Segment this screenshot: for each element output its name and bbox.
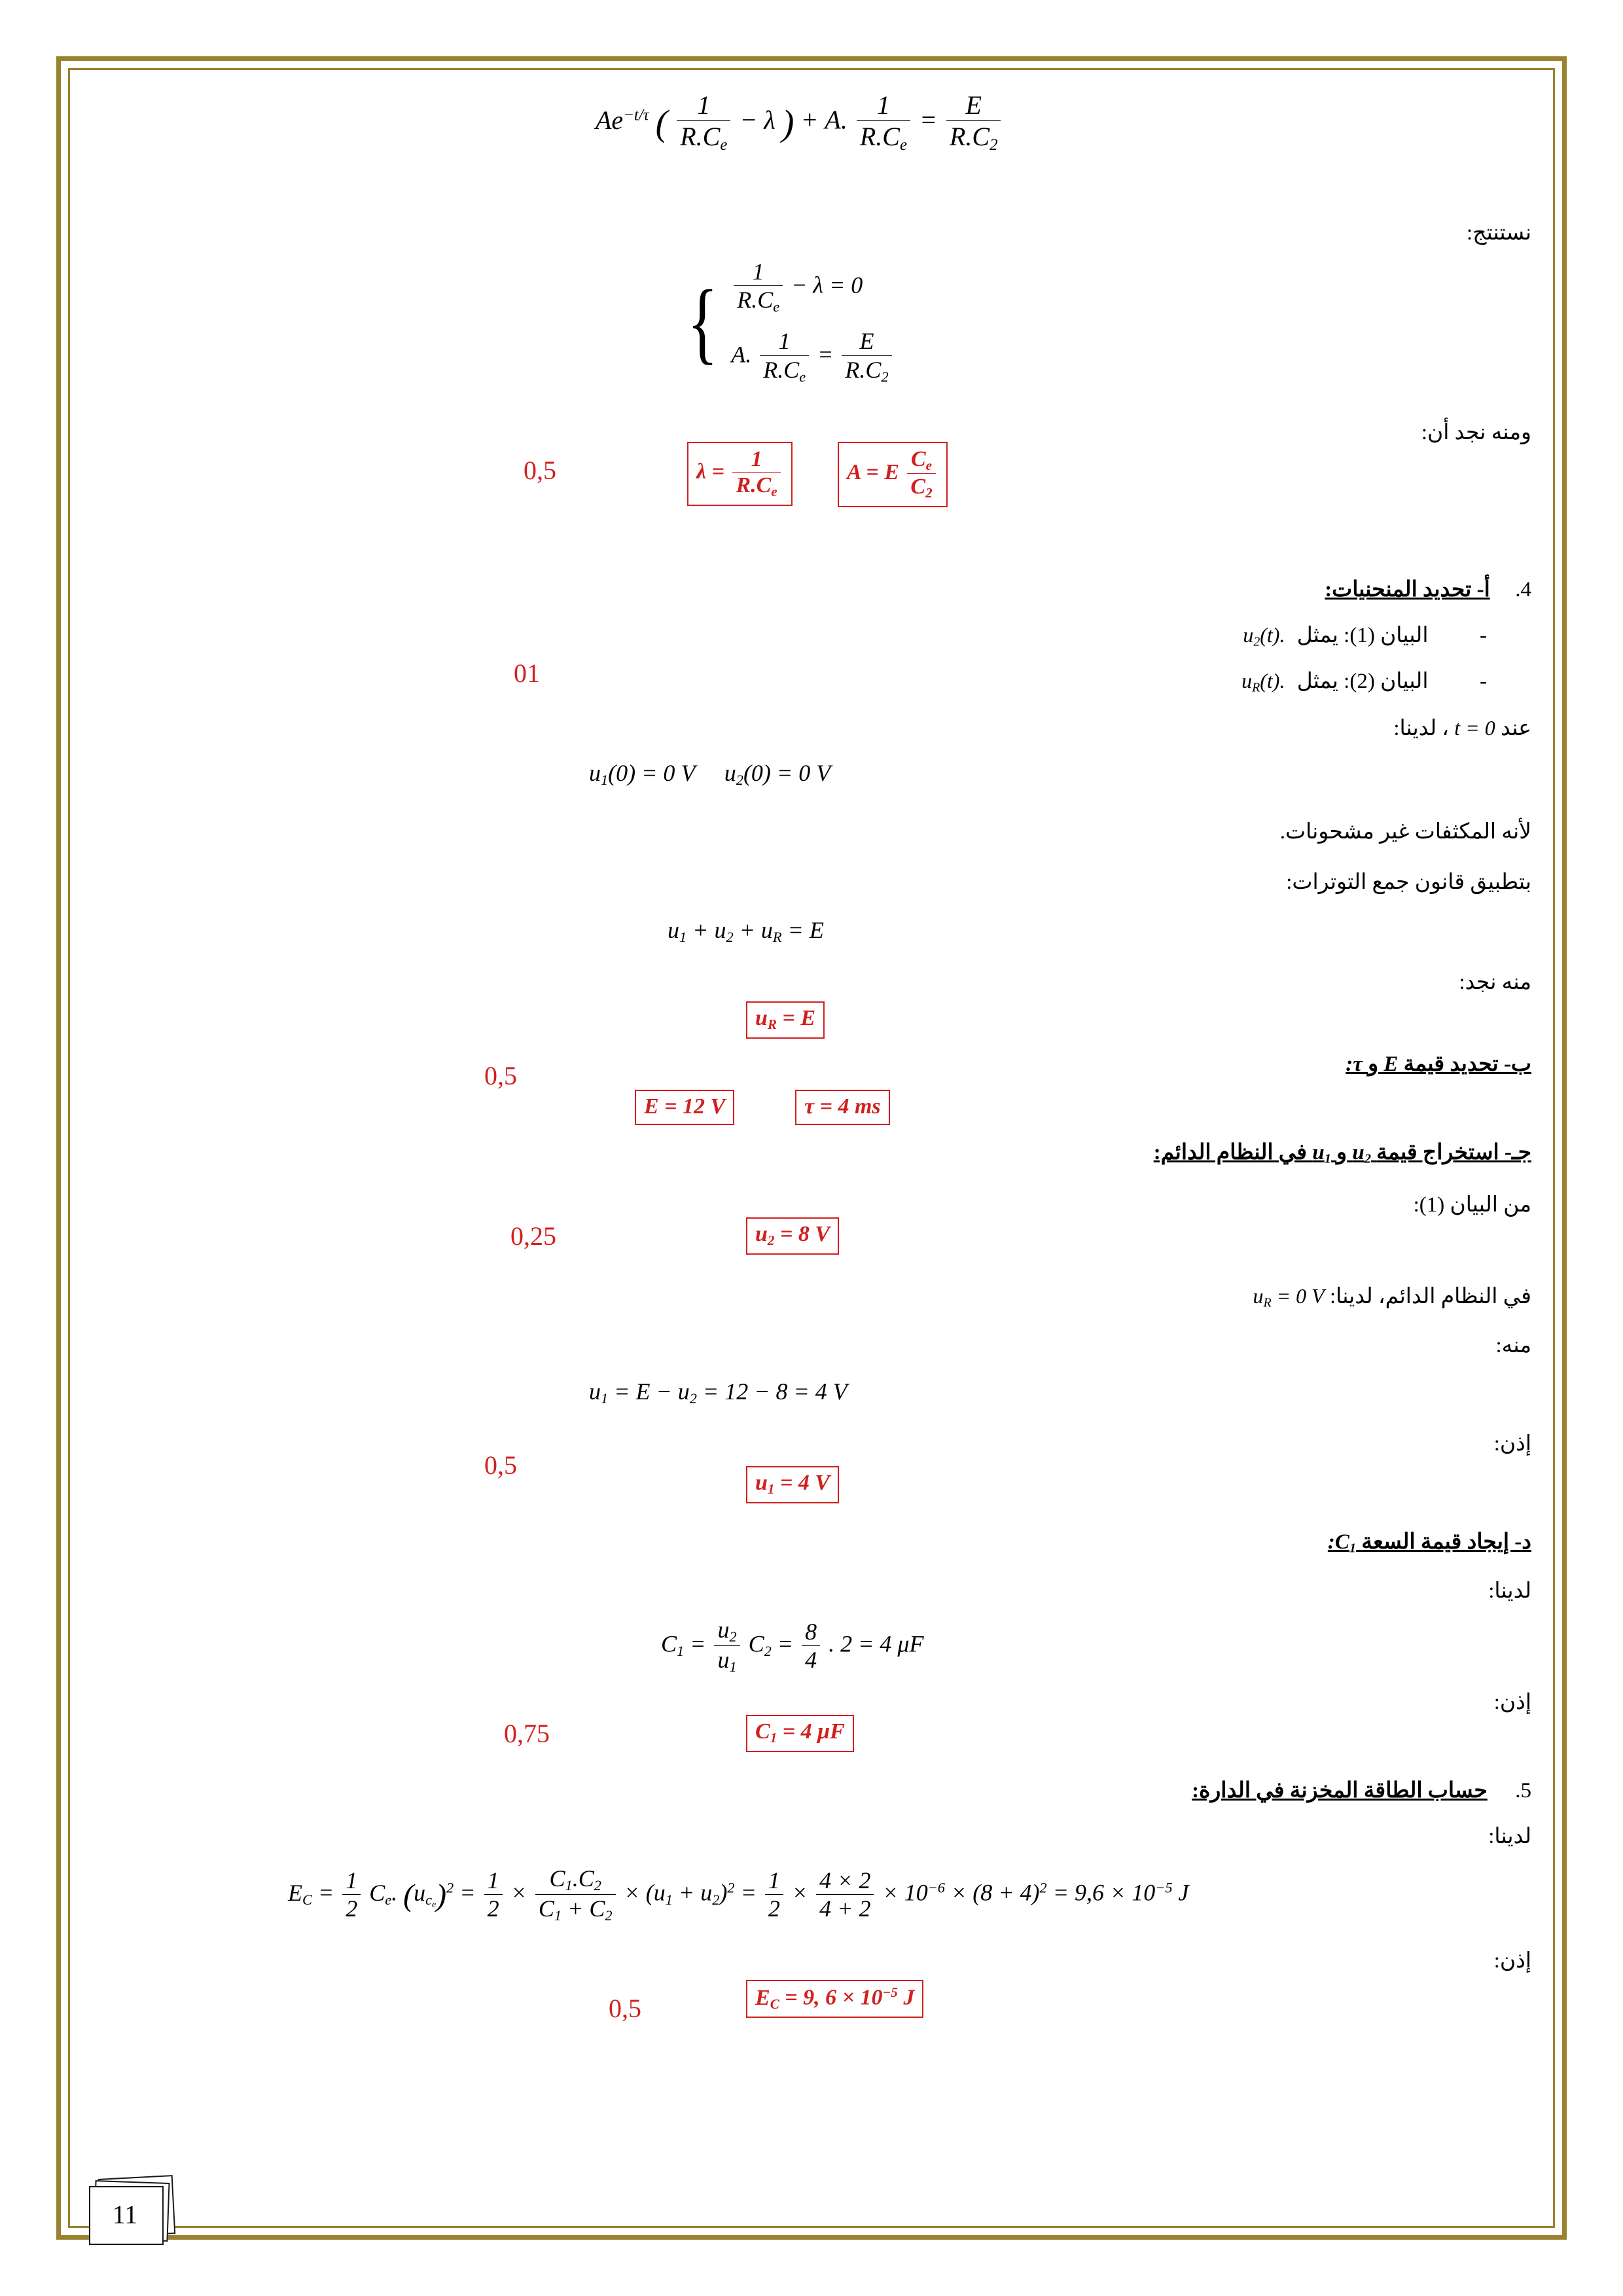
- label-wa-minhu-najid: ومنه نجد أن:: [1421, 421, 1531, 444]
- system-line-1: $\frac{1}{R.C_e}$ − λ = 0: [731, 259, 894, 316]
- score-mark-5: 0,5: [484, 1450, 517, 1480]
- boxed-result-EC: $E_C = 9$, $6 \times 10^{-5}$ J: [746, 1980, 923, 2018]
- permanent-regime-text: في النظام الدائم، لدينا:: [1329, 1285, 1531, 1308]
- section-d-heading: د- إيجاد قيمة السعة $C_1$:: [1327, 1530, 1531, 1556]
- score-mark-4: 0,25: [510, 1221, 556, 1251]
- list-item-curve-2: - البيان (2): يمثل $u_R(t)$.: [1241, 669, 1487, 695]
- equation-initial-conditions: $u_1(0) = 0$ V $u_2(0) = 0$ V: [589, 760, 831, 789]
- section-c-heading: جـ- استخراج قيمة $u_2$ و $u_1$ في النظام الدائم:: [1153, 1141, 1531, 1166]
- section-b-heading: ب- تحديد قيمة E و τ:: [1346, 1052, 1531, 1076]
- boxed-result-A: A = E $\frac{C_e}{C_2}$: [838, 442, 948, 507]
- section-c-title: جـ- استخراج قيمة: [1376, 1141, 1531, 1164]
- at-t0-suffix: ، لدينا:: [1393, 717, 1450, 740]
- page-content: [92, 79, 1531, 2173]
- score-mark-6: 0,75: [504, 1719, 550, 1748]
- boxed-result-C1: $C_1 = 4$ μF: [746, 1715, 854, 1752]
- label-permanent-regime: في النظام الدائم، لدينا: $u_R = 0$ V: [1253, 1284, 1531, 1310]
- label-at-t-zero: عند t = 0 ، لدينا:: [1393, 716, 1531, 740]
- boxed-result-lambda: λ = $\frac{1}{R.C_e}$: [687, 442, 793, 506]
- label-from-graph-1: من البيان (1):: [1413, 1193, 1531, 1217]
- label-idhan-2: إذن:: [1493, 1691, 1531, 1714]
- system-line-2: A. $\frac{1}{R.C_e}$ = $\frac{E}{R.C_2}$: [731, 328, 894, 386]
- page-number-badge: [84, 2177, 195, 2255]
- label-idhan-1: إذن:: [1493, 1432, 1531, 1456]
- label-ladayna-1: لدينا:: [1488, 1579, 1531, 1603]
- label-ladayna-2: لدينا:: [1488, 1825, 1531, 1848]
- section-b-title-tail: و: [1368, 1052, 1379, 1076]
- section-5-heading: [1192, 1777, 1531, 1803]
- equation-energy: $E_C$ = $\frac{1}{2}$ $C_e$. $(u_{c_e})^2$ = $\frac{1}{2}$ × $\frac{C_1.C_2}{C_1 + C_2}$ × $(u_1 + u_2)^2$ = $\frac{1}{2}$ × $\frac{4 \times 2}{4 + 2}$ × $10^{-6} \times (8 + 4)^2 = 9,6 \times 10^{-5}$ J: [288, 1865, 1189, 1924]
- section-4-heading: [1325, 576, 1531, 602]
- boxed-result-uR: $u_R = E$: [746, 1001, 825, 1039]
- section-4-number: 4.: [1515, 578, 1531, 601]
- score-mark-7: 0,5: [609, 1994, 641, 2023]
- section-c-mid: و: [1336, 1141, 1347, 1164]
- label-minhu-najid: منه نجد:: [1459, 971, 1531, 994]
- brace-icon: {: [687, 271, 719, 373]
- section-5-title: حساب الطاقة المخزنة في الدارة:: [1192, 1779, 1488, 1803]
- label-uncharged-reason: لأنه المكثفات غير مشحونات.: [1279, 820, 1531, 844]
- equation-C1-calc: $C_1$ = $\frac{u_2}{u_1}$ $C_2$ = $\frac{8}{4}$ . 2 = 4 μF: [661, 1617, 924, 1676]
- score-mark-1: 0,5: [524, 456, 556, 485]
- boxed-result-tau: τ = 4 ms: [795, 1090, 890, 1125]
- top-equation: $Ae^{-t/\tau}$ ( $\frac{1}{R.C_e}$ − λ ) + A. $\frac{1}{R.C_e}$ = $\frac{E}{R.C_2}$: [596, 90, 1003, 155]
- section-4-title: أ- تحديد المنحنيات:: [1325, 578, 1490, 601]
- page-number: 11: [112, 2199, 138, 2229]
- list-item-curve-1: - البيان (1): يمثل $u_2(t)$.: [1243, 623, 1487, 649]
- equation-u1-calc: $u_1 = E - u_2 = 12 - 8 = 4$ V: [589, 1378, 847, 1407]
- equation-voltage-law: $u_1 + u_2 + u_R = E$: [668, 917, 824, 946]
- boxed-result-u2: $u_2 = 8$ V: [746, 1217, 839, 1255]
- label-idhan-3: إذن:: [1493, 1949, 1531, 1973]
- boxed-result-u1: $u_1 = 4$ V: [746, 1466, 839, 1503]
- label-natantaj: نستنتج:: [1467, 221, 1531, 245]
- label-apply-voltage-law: بتطبيق قانون جمع التوترات:: [1286, 870, 1531, 894]
- equation-system: [681, 259, 895, 386]
- section-b-title: ب- تحديد قيمة: [1403, 1052, 1531, 1076]
- section-5-number: 5.: [1515, 1779, 1531, 1803]
- section-c-tail: في النظام الدائم:: [1153, 1141, 1308, 1164]
- section-d-title: د- إيجاد قيمة السعة: [1361, 1530, 1531, 1554]
- label-minhu: منه:: [1495, 1334, 1531, 1357]
- score-mark-3: 0,5: [484, 1061, 517, 1090]
- boxed-result-E: E = 12 V: [635, 1090, 734, 1125]
- curve-2-text: البيان (2): يمثل: [1296, 670, 1429, 693]
- curve-1-text: البيان (1): يمثل: [1296, 624, 1429, 647]
- at-t0-prefix: عند: [1501, 717, 1531, 740]
- score-mark-2: 01: [514, 658, 540, 688]
